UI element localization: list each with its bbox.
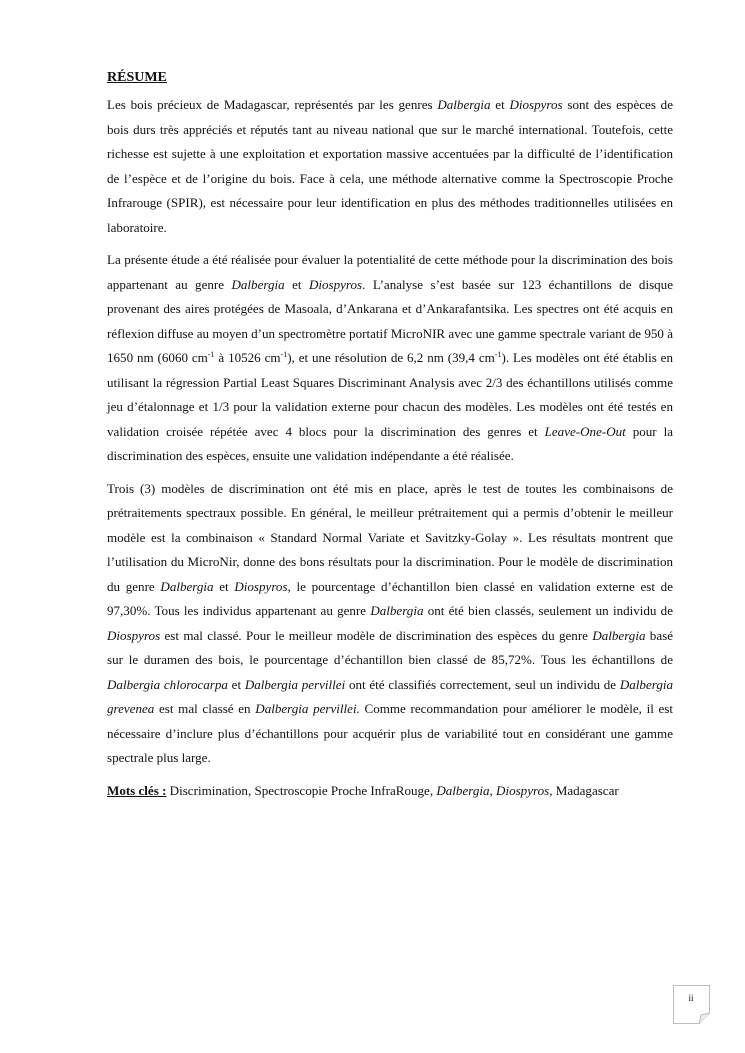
paragraph-2 (107, 248, 673, 469)
italic-species: Dalbergia chlorocarpa (107, 676, 228, 692)
text-span: et (284, 276, 309, 292)
italic-genus: Dalbergia, Diospyros, (436, 782, 553, 798)
paragraph-1 (107, 93, 673, 240)
italic-genus: Dalbergia (231, 276, 285, 292)
text-span: ont été bien classés, seulement un individu de (423, 603, 673, 618)
text-span: est mal classé en (154, 701, 256, 716)
superscript: -1 (280, 350, 288, 359)
italic-genus: Dalbergia (437, 97, 491, 112)
text-span: et (227, 676, 245, 692)
italic-species: Dalbergia grevenea (107, 676, 673, 716)
text-span: ). Les modèles ont été établis en utilisant la régression Partial Least Squares Discriminant Analysis avec 2/3 des échantillons utilisés comme jeu d’étalonnage et 1/3 pour la validation externe pour chacun des modèles. Les modèles ont été testés en validation croisée répétée avec 4 blocs pour la discrimination des genres et (107, 350, 673, 439)
italic-genus: Dalbergia (370, 603, 424, 618)
text-span: Discrimination, Spectroscopie Proche InfraRouge, (166, 782, 437, 798)
text-span: Comme recommandation pour améliorer le modèle, il est nécessaire d’inclure plus d’échantillons pour acquérir plus de variabilité tout en considérant une gamme spectrale plus large. (107, 701, 673, 765)
keywords-line (107, 779, 673, 804)
paragraph-3 (107, 477, 673, 771)
section-heading: RÉSUME (107, 70, 167, 85)
text-span: à 10526 cm (214, 350, 281, 365)
page-number: ii (688, 993, 694, 1003)
italic-species: Dalbergia pervillei. (255, 701, 360, 716)
text-span: . L’analyse s’est basée sur 123 échantillons de disque provenant des aires protégées de Masoala, d’Ankarana et d’Ankarafantsika. Les spectres ont été acquis en réflexion diffuse au moyen d’un spectromètre portatif MicroNIR avec une gamme spectrale variant de 950 à 1650 nm (6060 cm (107, 276, 673, 365)
text-span: La présente étude a été réalisée pour évaluer la potentialité de cette méthode pour la discrimination des bois appartenant au genre (107, 252, 673, 292)
italic-genus: Dalbergia (592, 627, 646, 643)
text-span: et (490, 97, 510, 112)
resume-section (107, 66, 673, 803)
italic-genus: Dalbergia (160, 578, 214, 594)
italic-genus: Diospyros (107, 627, 161, 643)
text-span: et (213, 578, 235, 594)
text-span: ont été classifiés correctement, seul un individu de (345, 676, 620, 692)
text-span: Madagascar (552, 782, 619, 798)
text-span: , le pourcentage d’échantillon bien classé en validation externe est de 97,30%. Tous les individus appartenant au genre (107, 578, 673, 618)
page-number-box (673, 985, 711, 1025)
text-span: Les bois précieux de Madagascar, représentés par les genres (107, 97, 438, 112)
italic-genus: Diospyros (308, 276, 363, 292)
text-span: Trois (3) modèles de discrimination ont été mis en place, après le test de toutes les combinaisons de prétraitements spectraux possible. En général, le meilleur prétraitement qui a permis d’obtenir le meilleur modèle est la combinaison « Standard Normal Variate et Savitzky-Golay ». Les résultats montrent que l’utilisation du MicroNir, donne des bons résultats pour la discrimination. Pour le modèle de discrimination du genre (107, 480, 673, 594)
superscript: -1 (494, 350, 502, 359)
text-span: basé sur le duramen des bois, le pourcentage d’échantillon bien classé de 85,72%. Tous les échantillons de (107, 627, 673, 667)
text-span: pour la discrimination des espèces, ensuite une validation indépendante a été réalisée. (107, 423, 673, 463)
text-span: ), et une résolution de 6,2 nm (39,4 cm (287, 350, 495, 365)
text-span: est mal classé. Pour le meilleur modèle de discrimination des espèces du genre (160, 627, 593, 643)
keywords-label: Mots clés : (107, 782, 167, 798)
italic-term: Leave-One-Out (544, 423, 626, 439)
folded-page-icon (673, 985, 711, 1025)
superscript: -1 (207, 350, 215, 359)
italic-genus: Diospyros (234, 578, 288, 594)
italic-species: Dalbergia pervillei (244, 676, 346, 692)
italic-genus: Diospyros (509, 97, 563, 112)
text-span: sont des espèces de bois durs très appréciés et réputés tant au niveau national que sur le marché international. Toutefois, cette richesse est sujette à une exploitation et exportation massive accentuées par la difficulté de l’identification de l’espèce et de l’origine du bois. Face à cela, une méthode alternative comme la Spectroscopie Proche Infrarouge (SPIR), est nécessaire pour leur identification en plus des méthodes traditionnelles utilisées en laboratoire. (107, 97, 673, 235)
